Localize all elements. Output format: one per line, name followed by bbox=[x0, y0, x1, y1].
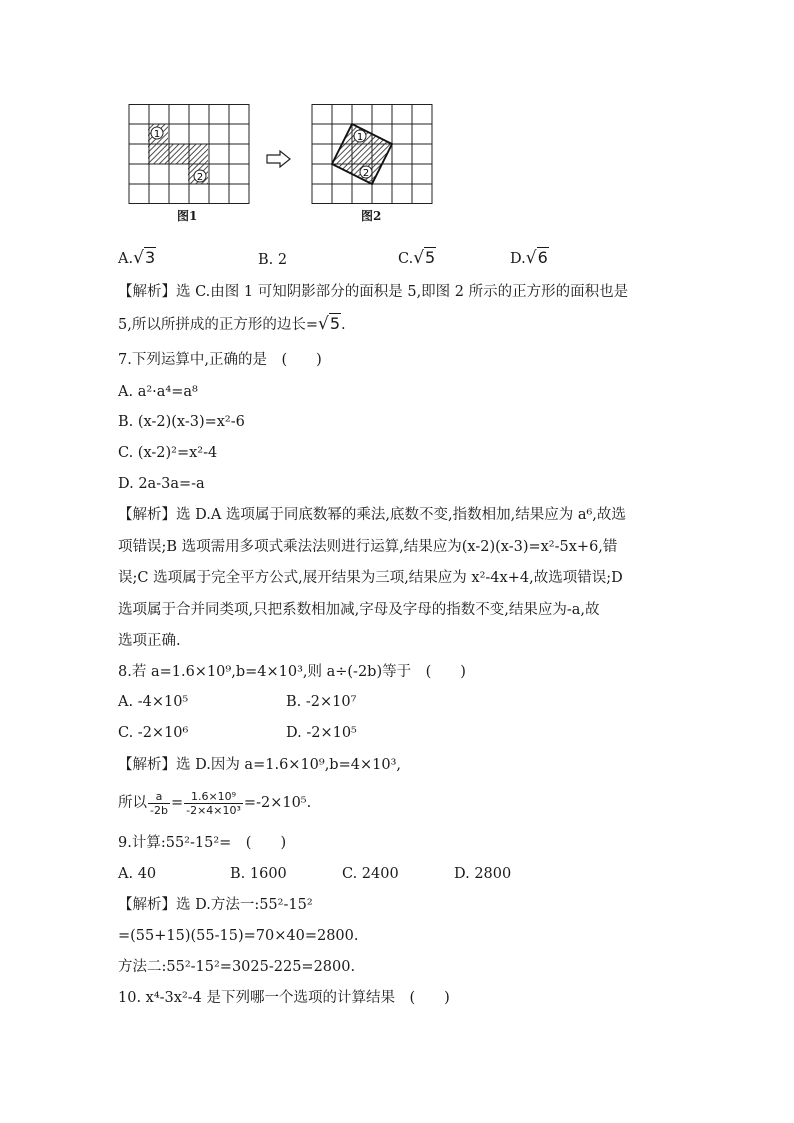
q9-option-d: D. 2800 bbox=[454, 866, 512, 882]
q8-option-a: A. -4×10⁵ bbox=[118, 694, 189, 710]
q9-analysis-line-2: =(55+15)(55-15)=70×40=2800. bbox=[118, 928, 359, 944]
svg-text:1: 1 bbox=[153, 129, 161, 140]
q6-analysis-line-2: 5,所以所拼成的正方形的边长=√5. bbox=[118, 314, 346, 334]
q9-option-a: A. 40 bbox=[118, 866, 157, 882]
q8-analysis-line-1: 【解析】选 D.因为 a=1.6×10⁹,b=4×10³, bbox=[118, 757, 401, 773]
q9-analysis-line-1: 【解析】选 D.方法一:55²-15² bbox=[118, 897, 313, 913]
figure-2-grid bbox=[311, 104, 433, 204]
q7-option-b: B. (x-2)(x-3)=x²-6 bbox=[118, 414, 245, 430]
q8-option-c: C. -2×10⁶ bbox=[118, 725, 189, 741]
q7-option-c: C. (x-2)²=x²-4 bbox=[118, 445, 218, 461]
figure-2-caption: 图2 bbox=[361, 209, 382, 223]
radical-sign-icon: √ bbox=[525, 248, 537, 268]
radical-sign-icon: √ bbox=[133, 248, 144, 268]
q7-stem: 7.下列运算中,正确的是 ( ) bbox=[118, 352, 322, 368]
q6-option-b: B. 2 bbox=[258, 252, 288, 268]
q6-option-c: C.√5 bbox=[398, 248, 436, 268]
q10-stem: 10. x⁴-3x²-4 是下列哪一个选项的计算结果 ( ) bbox=[118, 990, 450, 1006]
radical-sign-icon: √ bbox=[413, 248, 425, 268]
svg-text:2: 2 bbox=[362, 168, 370, 179]
svg-text:2: 2 bbox=[196, 172, 204, 183]
q8-analysis-line-2: 所以 $\frac{a}{-2b}$ = $\frac{\text{1.6×10⁹}}{\text{-2×4×10³}}$ =-2×10⁵. bbox=[118, 789, 312, 817]
svg-text:1: 1 bbox=[356, 132, 364, 143]
transform-arrow-icon bbox=[266, 150, 292, 168]
q6-option-d: D.√6 bbox=[510, 248, 548, 268]
q7-option-a: A. a²·a⁴=a⁸ bbox=[118, 384, 198, 400]
q7-option-d: D. 2a-3a=-a bbox=[118, 476, 205, 492]
q9-stem: 9.计算:55²-15²= ( ) bbox=[118, 835, 287, 851]
q9-option-b: B. 1600 bbox=[230, 866, 287, 882]
fraction-a-over-neg2b: $\frac{a}{-2b}$ bbox=[150, 789, 168, 817]
q9-analysis-line-3: 方法二:55²-15²=3025-225=2800. bbox=[118, 959, 356, 975]
figure-1-grid bbox=[128, 104, 250, 204]
q7-analysis-line-2: 项错误;B 选项需用多项式乘法法则进行运算,结果应为(x-2)(x-3)=x²-5x+6,错 bbox=[118, 539, 618, 555]
q7-analysis-line-3: 误;C 选项属于完全平方公式,展开结果为三项,结果应为 x²-4x+4,故选项错误;D bbox=[118, 570, 623, 586]
radical-sign-icon: √ bbox=[317, 314, 329, 334]
q6-analysis-line-1: 【解析】选 C.由图 1 可知阴影部分的面积是 5,即图 2 所示的正方形的面积也是 bbox=[118, 284, 629, 300]
fraction-values: $\frac{\text{1.6×10⁹}}{\text{-2×4×10³}}$ bbox=[186, 789, 241, 817]
q8-option-d: D. -2×10⁵ bbox=[286, 725, 357, 741]
q7-analysis-line-4: 选项属于合并同类项,只把系数相加减,字母及字母的指数不变,结果应为-a,故 bbox=[118, 602, 600, 618]
figure-1-caption: 图1 bbox=[177, 209, 198, 223]
q6-option-a: A.√3 bbox=[118, 248, 156, 268]
q8-stem: 8.若 a=1.6×10⁹,b=4×10³,则 a÷(-2b)等于 ( ) bbox=[118, 664, 466, 680]
q9-option-c: C. 2400 bbox=[342, 866, 399, 882]
q8-option-b: B. -2×10⁷ bbox=[286, 694, 357, 710]
q7-analysis-line-1: 【解析】选 D.A 选项属于同底数幂的乘法,底数不变,指数相加,结果应为 a⁶,故选 bbox=[118, 507, 626, 523]
q7-analysis-line-5: 选项正确. bbox=[118, 633, 181, 649]
